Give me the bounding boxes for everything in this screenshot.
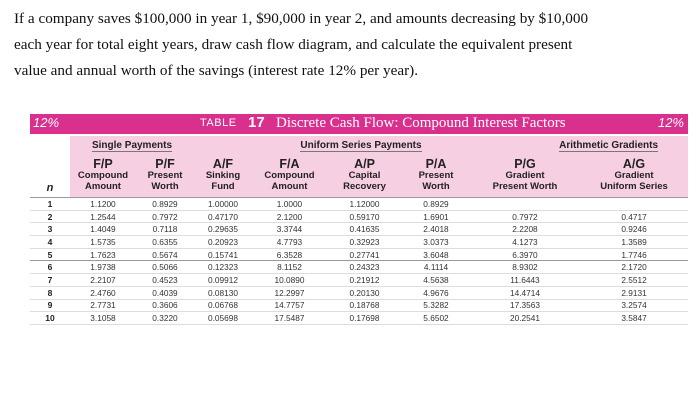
- factor-cell: 6.3970: [470, 248, 580, 261]
- factor-cell: 3.1058: [70, 312, 136, 325]
- factor-cell: 0.17698: [327, 312, 402, 325]
- column-header-p-a: P/A Present Worth: [402, 154, 470, 198]
- interest-factor-table: [30, 136, 688, 325]
- factor-cell: 2.1720: [580, 261, 688, 274]
- factor-cell: 0.3220: [136, 312, 194, 325]
- interest-rate-right: 12%: [657, 115, 684, 130]
- table-row: [30, 236, 688, 249]
- factor-cell: 14.7757: [252, 299, 327, 312]
- period-cell: 3: [30, 223, 70, 236]
- table-label: TABLE: [200, 117, 237, 129]
- table-row: [30, 274, 688, 287]
- period-cell: 4: [30, 236, 70, 249]
- factor-cell: 17.3563: [470, 299, 580, 312]
- factor-cell: 5.3282: [402, 299, 470, 312]
- factor-cell: 0.29635: [194, 223, 252, 236]
- factor-cell: 1.7623: [70, 248, 136, 261]
- period-cell: 6: [30, 261, 70, 274]
- question-line-1: If a company saves $100,000 in year 1, $90,000 in year 2, and amounts decreasing by $10,000: [14, 10, 589, 27]
- factor-cell: 0.08130: [194, 286, 252, 299]
- factor-cell: 1.1200: [70, 198, 136, 211]
- table-row: [30, 223, 688, 236]
- factor-cell: 4.1114: [402, 261, 470, 274]
- factor-cell: 3.3744: [252, 223, 327, 236]
- table-row: [30, 286, 688, 299]
- group-single-payments: Single Payments: [70, 136, 194, 154]
- factor-cell: 8.1152: [252, 261, 327, 274]
- factor-cell: [580, 198, 688, 211]
- factor-cell: 0.06768: [194, 299, 252, 312]
- factor-cell: 0.4523: [136, 274, 194, 287]
- group-arithmetic-gradients: Arithmetic Gradients: [470, 136, 688, 154]
- question-line-2: each year for total eight years, draw cash flow diagram, and calculate the equivalent present: [14, 36, 573, 53]
- period-cell: 7: [30, 274, 70, 287]
- factor-cell: 0.32923: [327, 236, 402, 249]
- factor-cell: 2.7731: [70, 299, 136, 312]
- factor-cell: 1.5735: [70, 236, 136, 249]
- factor-cell: 0.5066: [136, 261, 194, 274]
- period-cell: 8: [30, 286, 70, 299]
- factor-cell: 0.09912: [194, 274, 252, 287]
- factor-cell: 12.2997: [252, 286, 327, 299]
- factor-cell: 0.05698: [194, 312, 252, 325]
- factor-cell: 0.15741: [194, 248, 252, 261]
- factor-cell: 1.4049: [70, 223, 136, 236]
- factor-cell: 6.3528: [252, 248, 327, 261]
- factor-cell: 0.18768: [327, 299, 402, 312]
- factor-cell: 1.3589: [580, 236, 688, 249]
- table-row: [30, 248, 688, 261]
- factor-cell: 2.4760: [70, 286, 136, 299]
- period-cell: 5: [30, 248, 70, 261]
- factor-cell: 17.5487: [252, 312, 327, 325]
- table-row: [30, 198, 688, 211]
- factor-cell: 8.9302: [470, 261, 580, 274]
- factor-cell: 0.8929: [136, 198, 194, 211]
- factor-cell: 0.59170: [327, 210, 402, 223]
- factor-cell: 0.7972: [470, 210, 580, 223]
- factor-cell: 0.24323: [327, 261, 402, 274]
- factor-cell: 0.5674: [136, 248, 194, 261]
- factor-cell: 1.6901: [402, 210, 470, 223]
- factor-cell: 0.12323: [194, 261, 252, 274]
- factor-cell: 0.8929: [402, 198, 470, 211]
- factor-cell: 1.7746: [580, 248, 688, 261]
- factor-cell: [470, 198, 580, 211]
- factor-cell: 2.9131: [580, 286, 688, 299]
- factor-cell: 1.2544: [70, 210, 136, 223]
- factor-cell: 0.20130: [327, 286, 402, 299]
- column-header-p-f: P/F Present Worth: [136, 154, 194, 198]
- factor-cell: 2.1200: [252, 210, 327, 223]
- factor-cell: 0.27741: [327, 248, 402, 261]
- factor-cell: 1.12000: [327, 198, 402, 211]
- factor-cell: 4.5638: [402, 274, 470, 287]
- factor-cell: 0.6355: [136, 236, 194, 249]
- factor-cell: 0.3606: [136, 299, 194, 312]
- n-header: n: [30, 154, 70, 198]
- factor-cell: 1.00000: [194, 198, 252, 211]
- factor-cell: 2.4018: [402, 223, 470, 236]
- factor-cell: 0.41635: [327, 223, 402, 236]
- factor-cell: 0.9246: [580, 223, 688, 236]
- factor-cell: 0.47170: [194, 210, 252, 223]
- table-title: Discrete Cash Flow: Compound Interest Factors: [276, 115, 566, 131]
- factor-cell: 1.9738: [70, 261, 136, 274]
- column-header-p-g: P/G Gradient Present Worth: [470, 154, 580, 198]
- factor-cell: 3.6048: [402, 248, 470, 261]
- factor-cell: 0.4039: [136, 286, 194, 299]
- interest-rate-left: 12%: [33, 115, 60, 130]
- factor-cell: 2.5512: [580, 274, 688, 287]
- factor-cell: 0.20923: [194, 236, 252, 249]
- table-number: 17: [248, 114, 265, 131]
- factor-cell: 11.6443: [470, 274, 580, 287]
- table-row: [30, 312, 688, 325]
- factor-cell: 0.4717: [580, 210, 688, 223]
- factor-cell: 4.7793: [252, 236, 327, 249]
- factor-cell: 2.2107: [70, 274, 136, 287]
- factor-cell: 10.0890: [252, 274, 327, 287]
- column-header-a-p: A/P Capital Recovery: [327, 154, 402, 198]
- column-header-f-a: F/A Compound Amount: [252, 154, 327, 198]
- period-cell: 2: [30, 210, 70, 223]
- factor-cell: 2.2208: [470, 223, 580, 236]
- factor-cell: 4.1273: [470, 236, 580, 249]
- table-title-banner: [30, 114, 688, 134]
- table-row: [30, 299, 688, 312]
- table-body: [30, 198, 688, 325]
- column-header-a-f: A/F Sinking Fund: [194, 154, 252, 198]
- question-line-3: value and annual worth of the savings (interest rate 12% per year).: [14, 62, 419, 79]
- factor-cell: 0.21912: [327, 274, 402, 287]
- column-header-f-p: F/P Compound Amount: [70, 154, 136, 198]
- factor-cell: 3.2574: [580, 299, 688, 312]
- table-row: [30, 210, 688, 223]
- group-uniform-series: Uniform Series Payments: [252, 136, 470, 154]
- factor-cell: 5.6502: [402, 312, 470, 325]
- factor-cell: 14.4714: [470, 286, 580, 299]
- factor-cell: 3.5847: [580, 312, 688, 325]
- period-cell: 1: [30, 198, 70, 211]
- factor-cell: 1.0000: [252, 198, 327, 211]
- factor-cell: 0.7118: [136, 223, 194, 236]
- factor-cell: 3.0373: [402, 236, 470, 249]
- column-header-a-g: A/G Gradient Uniform Series: [580, 154, 688, 198]
- period-cell: 9: [30, 299, 70, 312]
- factor-cell: 20.2541: [470, 312, 580, 325]
- factor-cell: 4.9676: [402, 286, 470, 299]
- question-text: [14, 6, 686, 84]
- table-row: [30, 261, 688, 274]
- period-cell: 10: [30, 312, 70, 325]
- factor-cell: 0.7972: [136, 210, 194, 223]
